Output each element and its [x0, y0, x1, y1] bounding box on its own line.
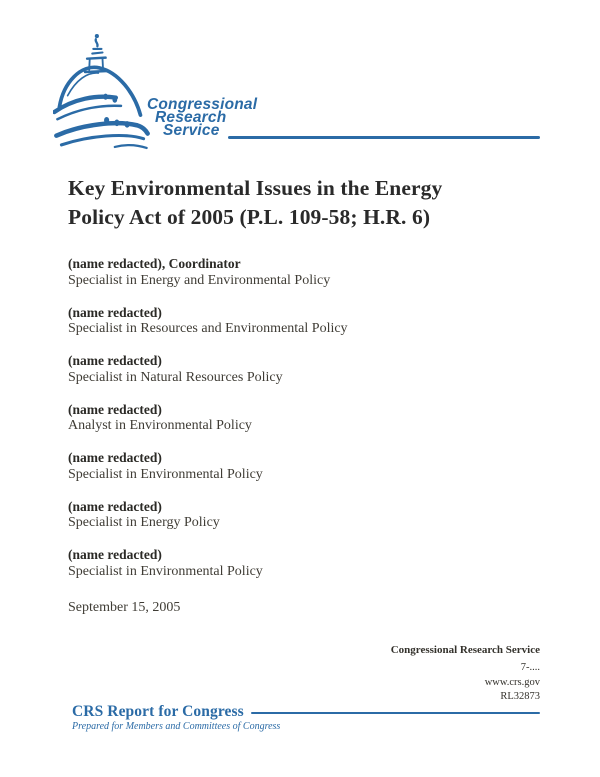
author-entry: [68, 402, 488, 434]
report-date: September 15, 2005: [68, 600, 181, 615]
report-title-line1: Key Environmental Issues in the Energy: [68, 176, 443, 200]
footer-rule: [251, 712, 540, 715]
report-info-number: RL32873: [500, 691, 540, 703]
author-name: (name redacted): [68, 401, 162, 417]
report-info-org: Congressional Research Service: [390, 644, 540, 656]
author-entry: [68, 353, 488, 385]
footer-tagline: Prepared for Members and Committees of Congress: [72, 721, 281, 732]
logo-line-congressional: Congressional: [147, 96, 258, 113]
author-entry: [68, 305, 488, 337]
author-role: Specialist in Environmental Policy: [68, 563, 263, 579]
author-role: Analyst in Environmental Policy: [68, 418, 252, 433]
author-role: Specialist in Energy and Environmental Policy: [68, 272, 331, 288]
report-title: [68, 174, 548, 231]
report-info-website: www.crs.gov: [484, 676, 540, 688]
author-role: Specialist in Natural Resources Policy: [68, 369, 283, 385]
author-name: (name redacted): [68, 498, 162, 514]
footer-banner: [72, 703, 540, 721]
author-role: Specialist in Energy Policy: [68, 515, 220, 530]
report-title-line2: Policy Act of 2005 (P.L. 109-58; H.R. 6): [68, 204, 431, 229]
header-rule: [228, 136, 540, 139]
author-entry: [68, 547, 488, 579]
author-list: [68, 256, 488, 596]
report-info-phone: 7-....: [520, 661, 540, 673]
author-role: Specialist in Environmental Policy: [68, 466, 263, 482]
capitol-dome-icon: [53, 32, 151, 150]
author-name: (name redacted): [68, 353, 162, 368]
author-entry: [68, 499, 488, 531]
crs-logo-wordmark: [147, 98, 257, 138]
author-entry: [68, 256, 488, 288]
logo-line-research: Research: [155, 109, 227, 127]
report-info-block: [391, 643, 540, 705]
author-name: (name redacted): [68, 304, 162, 320]
author-entry: [68, 450, 488, 482]
author-role: Specialist in Resources and Environmental Policy: [68, 321, 348, 336]
author-name: (name redacted), Coordinator: [68, 256, 241, 271]
author-name: (name redacted): [68, 547, 162, 562]
logo-line-service: Service: [163, 122, 220, 140]
crs-report-for-congress-label: CRS Report for Congress: [72, 703, 244, 720]
author-name: (name redacted): [68, 450, 162, 465]
